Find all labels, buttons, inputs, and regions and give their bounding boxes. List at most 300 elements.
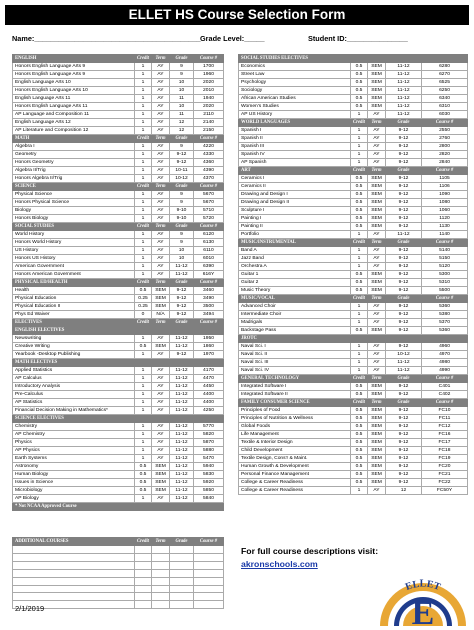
credit-cell: 0.5	[351, 199, 368, 207]
student-id-field[interactable]: Student ID:_______________	[308, 34, 408, 43]
grade-cell: 9-12	[386, 463, 422, 471]
grade-cell: 11-12	[170, 423, 194, 431]
column-header: Term	[368, 119, 386, 127]
section-heading: PHYSICAL ED/HEALTH	[13, 279, 135, 287]
column-header: Credit	[135, 538, 152, 546]
term-cell: AY	[152, 423, 170, 431]
course-number-cell[interactable]	[194, 553, 224, 561]
course-name-cell: Guitar 2	[239, 279, 351, 287]
course-row	[13, 215, 224, 223]
course-number-cell: 4330	[194, 151, 224, 159]
credit-cell: 1	[135, 351, 152, 359]
course-name-cell: Newswriting	[13, 335, 135, 343]
course-row	[239, 103, 468, 111]
header-row	[13, 135, 224, 143]
course-number-cell[interactable]	[194, 577, 224, 585]
course-row	[13, 343, 224, 351]
grade-cell: 9-12	[386, 151, 422, 159]
course-name-cell[interactable]	[13, 553, 135, 561]
subsection-heading: ENGLISH ELECTIVES	[13, 327, 224, 335]
course-name-cell: Music Theory	[239, 287, 351, 295]
credit-cell: 1	[135, 271, 152, 279]
column-header: Grade	[386, 295, 422, 303]
course-name-cell: Honors English Language Arts 10	[13, 87, 135, 95]
course-name-cell: Physical Science	[13, 191, 135, 199]
course-name-cell: Issues in Science	[13, 479, 135, 487]
course-descriptions-link[interactable]: akronschools.com	[241, 559, 318, 569]
course-number-cell[interactable]	[194, 546, 224, 554]
course-number-cell: FC19	[422, 455, 468, 463]
term-cell: SEM	[368, 207, 386, 215]
grade-cell: 11-12	[386, 95, 422, 103]
column-header: Credit	[351, 167, 368, 175]
grade-cell: 9-12	[386, 455, 422, 463]
term-cell[interactable]	[152, 569, 170, 577]
course-number-cell: 1700	[194, 63, 224, 71]
term-cell: AY	[152, 231, 170, 239]
course-number-cell: 2800	[422, 143, 468, 151]
grade-cell: 11-12	[386, 367, 422, 375]
section-heading: MUSIC/VOCAL	[239, 295, 351, 303]
grade-cell: 10-11	[170, 167, 194, 175]
column-header: Grade	[170, 135, 194, 143]
grade-cell: 9-12	[386, 159, 422, 167]
grade-cell: 11-12	[170, 471, 194, 479]
section-heading: WORLD LANGUAGES	[239, 119, 351, 127]
course-row	[239, 319, 468, 327]
term-cell: AY	[152, 391, 170, 399]
course-row	[239, 463, 468, 471]
course-number-cell: 1960	[194, 71, 224, 79]
course-name-cell[interactable]	[13, 569, 135, 577]
credit-cell[interactable]	[135, 553, 152, 561]
credit-cell: 1	[135, 367, 152, 375]
course-name-cell[interactable]	[13, 561, 135, 569]
term-cell: N/A	[152, 311, 170, 319]
course-number-cell: 5670	[194, 199, 224, 207]
logo-letter: E	[411, 595, 435, 626]
header-row	[239, 295, 468, 303]
course-name-cell: AP Physics	[13, 447, 135, 455]
term-cell[interactable]	[152, 601, 170, 609]
column-header: Grade	[170, 279, 194, 287]
term-cell: AY	[152, 207, 170, 215]
term-cell[interactable]	[152, 585, 170, 593]
credit-cell: 0.5	[351, 183, 368, 191]
course-name-cell: World History	[13, 231, 135, 239]
course-row	[13, 569, 224, 577]
grade-cell[interactable]	[170, 577, 194, 585]
grade-cell: 11-12	[170, 407, 194, 415]
grade-level-label: Grade Level:	[200, 34, 245, 43]
course-name-cell: Drawing and Design I	[239, 191, 351, 199]
course-row	[239, 439, 468, 447]
credit-cell: 0.5	[351, 95, 368, 103]
column-header: Credit	[351, 399, 368, 407]
credit-cell: 1	[351, 303, 368, 311]
course-row	[239, 95, 468, 103]
course-row	[239, 207, 468, 215]
course-name-cell: English Language Arts 10	[13, 79, 135, 87]
course-row	[13, 151, 224, 159]
course-name-cell: Earth Systems	[13, 455, 135, 463]
course-number-cell[interactable]	[194, 593, 224, 601]
credit-cell: 0.5	[351, 479, 368, 487]
course-name-cell[interactable]	[13, 585, 135, 593]
course-row	[239, 199, 468, 207]
course-name-cell[interactable]	[13, 593, 135, 601]
grade-cell: 11	[170, 95, 194, 103]
term-cell: SEM	[368, 407, 386, 415]
header-row	[239, 399, 468, 407]
grade-cell: 11-12	[170, 447, 194, 455]
credit-cell: 1	[135, 175, 152, 183]
subsection-heading: MATH ELECTIVES	[13, 359, 224, 367]
term-cell: AY	[368, 135, 386, 143]
course-name-cell: Integrated Software II	[239, 391, 351, 399]
course-row	[239, 391, 468, 399]
course-row	[13, 263, 224, 271]
term-cell: AY	[152, 255, 170, 263]
course-number-cell: 1105	[422, 175, 468, 183]
term-cell[interactable]	[152, 561, 170, 569]
course-name-cell: Textile & Interior Design	[239, 439, 351, 447]
grade-cell: 9-12	[386, 279, 422, 287]
course-row	[13, 455, 224, 463]
course-row	[13, 295, 224, 303]
course-name-cell: Sculpture I	[239, 207, 351, 215]
column-header: Credit	[135, 183, 152, 191]
credit-cell: 0.5	[351, 431, 368, 439]
course-name-cell: Global Foods	[239, 423, 351, 431]
course-number-cell: 3494	[194, 311, 224, 319]
term-cell: AY	[152, 367, 170, 375]
course-name-cell[interactable]	[13, 546, 135, 554]
course-name-cell: Naval Sci. III	[239, 359, 351, 367]
course-number-cell: 6030	[422, 111, 468, 119]
grade-cell: 10	[170, 247, 194, 255]
grade-cell: 11-12	[170, 495, 194, 503]
grade-cell: 9-12	[386, 447, 422, 455]
course-name-cell: Backstage Pass	[239, 327, 351, 335]
term-cell: AY	[368, 263, 386, 271]
credit-cell: 1	[135, 79, 152, 87]
term-cell: AY	[152, 383, 170, 391]
term-cell: SEM	[368, 455, 386, 463]
credit-cell: 0.5	[351, 87, 368, 95]
section-heading: ELECTIVES	[13, 319, 135, 327]
course-name-cell: Guitar 1	[239, 271, 351, 279]
term-cell: AY	[152, 63, 170, 71]
course-row	[13, 447, 224, 455]
course-name-cell: Sociology	[239, 87, 351, 95]
grade-cell[interactable]	[170, 546, 194, 554]
course-name-cell: Advanced Choir	[239, 303, 351, 311]
course-number-cell: 5820	[194, 431, 224, 439]
course-row	[239, 423, 468, 431]
course-row	[13, 111, 224, 119]
course-name-cell: Orchestra A	[239, 263, 351, 271]
course-row	[239, 271, 468, 279]
credit-cell: 0.5	[351, 471, 368, 479]
column-header: Term	[368, 295, 386, 303]
course-row	[239, 487, 468, 495]
credit-cell: 1	[135, 191, 152, 199]
course-name-cell: Street Law	[239, 71, 351, 79]
grade-cell: 11-12	[386, 71, 422, 79]
credit-cell: 1	[135, 199, 152, 207]
column-header: Grade	[386, 399, 422, 407]
form-date: 2/1/2019	[15, 604, 45, 613]
grade-cell: 9-12	[386, 207, 422, 215]
course-row	[239, 359, 468, 367]
term-cell: SEM	[368, 87, 386, 95]
grade-cell: 12	[386, 487, 422, 495]
course-number-cell: FC10	[422, 407, 468, 415]
column-header: Term	[152, 135, 170, 143]
term-cell: AY	[368, 159, 386, 167]
course-name-cell: AP US History	[239, 111, 351, 119]
course-name-cell: Honors English Language Arts 9	[13, 63, 135, 71]
course-row	[13, 103, 224, 111]
column-header: Term	[152, 183, 170, 191]
credit-cell: 0.5	[135, 287, 152, 295]
header-row	[13, 319, 224, 327]
course-number-cell[interactable]	[194, 561, 224, 569]
grade-cell[interactable]	[170, 593, 194, 601]
course-number-cell: 1090	[422, 191, 468, 199]
credit-cell: 1	[135, 215, 152, 223]
course-name-cell: Honors Physical Science	[13, 199, 135, 207]
course-number-cell: 5870	[194, 439, 224, 447]
course-number-cell: 6120	[194, 231, 224, 239]
course-number-cell: 5670	[194, 191, 224, 199]
course-number-cell: C401	[422, 383, 468, 391]
term-cell: AY	[152, 79, 170, 87]
term-cell: AY	[368, 303, 386, 311]
course-name-cell: Spanish II	[239, 135, 351, 143]
term-cell: SEM	[368, 463, 386, 471]
column-header: Credit	[135, 135, 152, 143]
term-cell: AY	[152, 111, 170, 119]
course-number-cell: 1130	[422, 223, 468, 231]
course-number-cell: 1950	[194, 335, 224, 343]
credit-cell: 0.5	[351, 383, 368, 391]
course-number-cell: 5710	[194, 207, 224, 215]
course-number-cell[interactable]	[194, 601, 224, 609]
name-field[interactable]: Name:_________________________________________	[12, 34, 201, 43]
course-row	[13, 287, 224, 295]
grade-level-field[interactable]: Grade Level:_____	[200, 34, 265, 43]
grade-cell: 11-12	[386, 111, 422, 119]
term-cell: AY	[152, 431, 170, 439]
credit-cell: 0.5	[351, 439, 368, 447]
course-name-cell: Human Growth & Development	[239, 463, 351, 471]
course-row	[13, 487, 224, 495]
credit-cell: 1	[351, 255, 368, 263]
course-number-cell[interactable]	[194, 585, 224, 593]
grade-cell[interactable]	[170, 569, 194, 577]
course-number-cell: 5470	[194, 455, 224, 463]
grade-cell: 9	[170, 71, 194, 79]
course-row	[13, 119, 224, 127]
grade-cell[interactable]	[170, 601, 194, 609]
subsection-heading: SCIENCE ELECTIVES	[13, 415, 224, 423]
course-name-cell: AP Biology	[13, 495, 135, 503]
term-cell: SEM	[368, 199, 386, 207]
course-name-cell: Biology	[13, 207, 135, 215]
grade-cell: 11-12	[170, 487, 194, 495]
credit-cell: 0.5	[135, 471, 152, 479]
course-name-cell[interactable]	[13, 577, 135, 585]
course-name-cell: Honors American Government	[13, 271, 135, 279]
subheader-row	[13, 327, 224, 335]
term-cell: SEM	[368, 423, 386, 431]
credit-cell[interactable]	[135, 546, 152, 554]
course-number-cell[interactable]	[194, 569, 224, 577]
course-name-cell: Spanish I	[239, 127, 351, 135]
credit-cell: 1	[351, 247, 368, 255]
header-row	[13, 223, 224, 231]
credit-cell[interactable]	[135, 561, 152, 569]
column-header: Grade	[170, 55, 194, 63]
column-header: Grade	[170, 183, 194, 191]
course-number-cell: 5360	[422, 327, 468, 335]
section-heading: SOCIAL STUDIES	[13, 223, 135, 231]
note-row	[13, 503, 224, 511]
credit-cell[interactable]	[135, 569, 152, 577]
term-cell: AY	[368, 151, 386, 159]
term-cell: AY	[152, 159, 170, 167]
form-title: ELLET HS Course Selection Form	[5, 5, 469, 25]
course-name-cell: Honors World History	[13, 239, 135, 247]
credit-cell: 0.5	[351, 223, 368, 231]
term-cell: SEM	[152, 471, 170, 479]
course-number-cell: 1860	[194, 343, 224, 351]
course-name-cell: Phys Ed Waiver	[13, 311, 135, 319]
grade-cell: 11-12	[170, 391, 194, 399]
credit-cell[interactable]	[135, 577, 152, 585]
grade-cell: 10-12	[170, 175, 194, 183]
term-cell: AY	[368, 143, 386, 151]
term-cell[interactable]	[152, 577, 170, 585]
grade-cell: 9-12	[386, 183, 422, 191]
course-name-cell: AP Calculus	[13, 375, 135, 383]
course-number-cell: 1970	[194, 351, 224, 359]
course-row	[13, 63, 224, 71]
grade-cell: 9-12	[386, 439, 422, 447]
grade-cell: 9-12	[386, 391, 422, 399]
course-row	[239, 87, 468, 95]
course-number-cell: 4360	[194, 159, 224, 167]
term-cell: AY	[152, 127, 170, 135]
grade-cell[interactable]	[170, 585, 194, 593]
credit-cell: 0.5	[351, 207, 368, 215]
course-number-cell: 2110	[194, 111, 224, 119]
header-row	[239, 167, 468, 175]
term-cell: AY	[368, 311, 386, 319]
header-row	[13, 183, 224, 191]
course-name-cell: Portfolio	[239, 231, 351, 239]
course-row	[13, 399, 224, 407]
term-cell: AY	[368, 319, 386, 327]
credit-cell: 1	[135, 207, 152, 215]
course-row	[13, 247, 224, 255]
term-cell: SEM	[368, 223, 386, 231]
column-header: Course #	[194, 223, 224, 231]
additional-courses-table	[12, 537, 224, 609]
credit-cell: 1	[351, 231, 368, 239]
column-header: Course #	[194, 538, 224, 546]
credit-cell: 1	[135, 167, 152, 175]
column-header: Credit	[351, 239, 368, 247]
course-name-cell: Microbiology	[13, 487, 135, 495]
grade-cell: 9	[170, 199, 194, 207]
course-number-cell: 5150	[422, 255, 468, 263]
term-cell: AY	[152, 407, 170, 415]
course-name-cell: Physical Education II	[13, 303, 135, 311]
course-row	[13, 375, 224, 383]
section-heading: JROTC	[239, 335, 468, 343]
course-row	[239, 175, 468, 183]
credit-cell: 1	[135, 151, 152, 159]
course-row	[239, 63, 468, 71]
term-cell[interactable]	[152, 553, 170, 561]
credit-cell[interactable]	[135, 601, 152, 609]
course-number-cell: 4220	[194, 143, 224, 151]
term-cell[interactable]	[152, 593, 170, 601]
course-number-cell: 6280	[422, 63, 468, 71]
credit-cell[interactable]	[135, 585, 152, 593]
term-cell: AY	[152, 375, 170, 383]
grade-cell[interactable]	[170, 561, 194, 569]
grade-cell: 9-12	[386, 287, 422, 295]
course-row	[239, 279, 468, 287]
course-number-cell: FC20	[422, 463, 468, 471]
course-row	[13, 71, 224, 79]
term-cell: SEM	[368, 95, 386, 103]
section-heading: SOCIAL STUDIES ELECTIVES	[239, 55, 468, 63]
course-number-cell: 5840	[194, 495, 224, 503]
column-header: Term	[152, 223, 170, 231]
grade-cell: 9	[170, 231, 194, 239]
column-header: Term	[152, 319, 170, 327]
course-row	[13, 255, 224, 263]
grade-cell[interactable]	[170, 553, 194, 561]
grade-cell: 9	[170, 191, 194, 199]
grade-cell: 9-12	[170, 351, 194, 359]
term-cell: AY	[152, 239, 170, 247]
credit-cell[interactable]	[135, 593, 152, 601]
grade-cell: 11-12	[386, 87, 422, 95]
column-header: Term	[368, 167, 386, 175]
course-name-cell: Spanish III	[239, 143, 351, 151]
section-heading: FAMILY CONSUMER SCIENCE	[239, 399, 351, 407]
course-number-cell: FC16	[422, 431, 468, 439]
term-cell: AY	[152, 439, 170, 447]
section-heading: ART	[239, 167, 351, 175]
column-header: Term	[152, 55, 170, 63]
grade-cell: 11-12	[170, 479, 194, 487]
course-name-cell: AP Spanish	[239, 159, 351, 167]
term-cell: SEM	[368, 287, 386, 295]
header-row	[239, 119, 468, 127]
course-name-cell: Geometry	[13, 151, 135, 159]
course-name-cell: Algebra I	[13, 143, 135, 151]
course-number-cell: 616Y	[194, 271, 224, 279]
course-number-cell: 4370	[194, 175, 224, 183]
term-cell[interactable]	[152, 546, 170, 554]
